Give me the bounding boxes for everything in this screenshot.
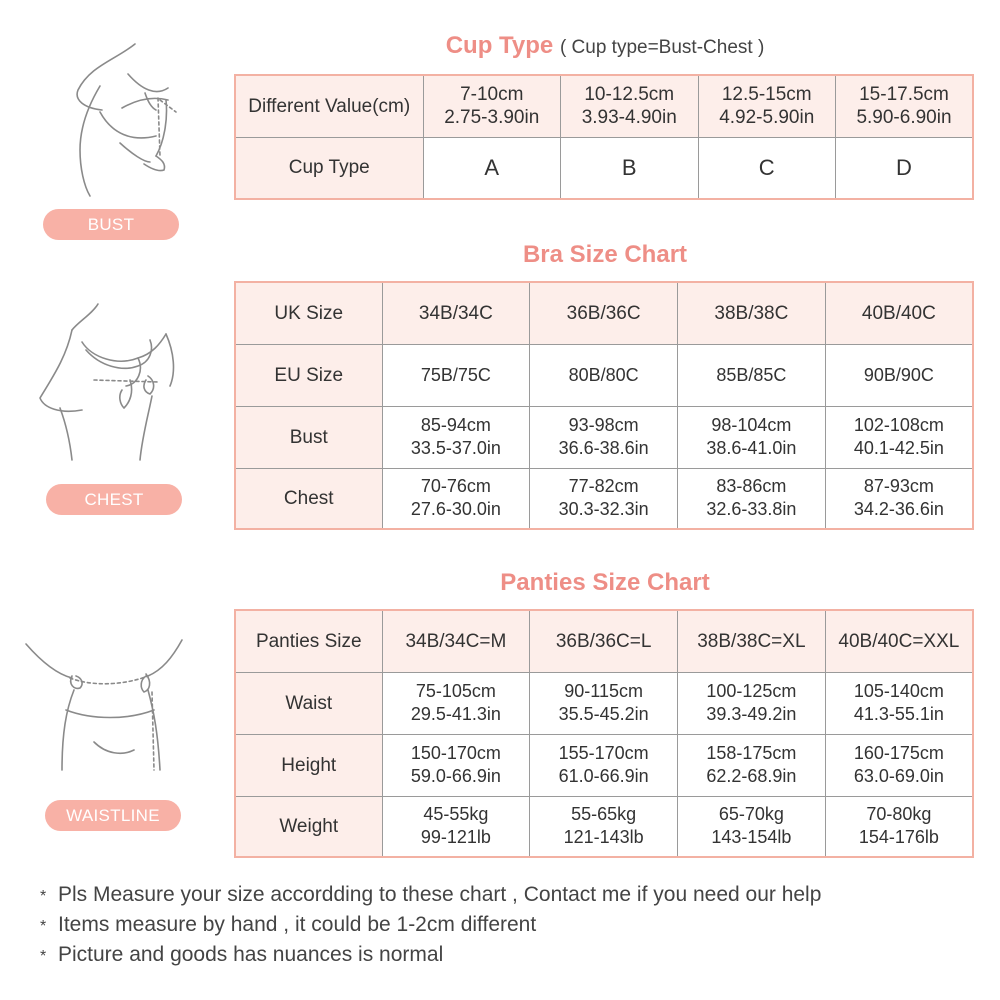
cell-text: 85-94cm [420,415,491,435]
row-label: Panties Size [235,610,382,672]
table-cell [825,344,973,406]
cell-text: 41.3-55.1in [853,704,944,724]
row-label: Different Value(cm) [235,75,423,137]
table-cell [678,672,826,734]
table-cell [825,672,973,734]
cell-text: 65-70kg [718,804,784,825]
asterisk-icon: * [40,918,47,935]
waistline-badge: WAISTLINE [45,800,181,831]
row-label: EU Size [235,344,382,406]
cell-text: 121-143lb [563,827,644,848]
cell-text: 39.3-49.2in [706,704,797,724]
cell-text: 38B/38C [714,302,789,324]
cell-text: 158-175cm [706,743,797,763]
cell-text: 61.0-66.9in [558,766,649,786]
cell-text: 90B/90C [863,364,934,385]
cell-text: 27.6-30.0in [410,499,501,520]
cell-text: 100-125cm [706,681,797,701]
table-cell [825,610,973,672]
table-cell [530,468,678,529]
cell-text: 154-176lb [858,827,939,848]
cell-text: 36B/36C [566,302,641,324]
table-cell [678,734,826,796]
row-label: Weight [235,796,382,857]
table-cell [382,406,530,468]
note-text: Items measure by hand , it could be 1-2cm different [58,913,537,936]
cell-text: 29.5-41.3in [410,704,501,724]
cell-text: 34.2-36.6in [853,499,944,520]
cell-text: 70-80kg [866,804,932,825]
cell-text: 105-140cm [853,681,944,701]
cell-text: B [621,155,637,181]
row-label: Bust [235,406,382,468]
cell-text: 87-93cm [863,476,934,497]
table-cell [530,344,678,406]
table-row [235,610,973,672]
cell-text: 12.5-15cm [721,84,812,106]
cell-text: 33.5-37.0in [410,438,501,458]
table-cell [678,610,826,672]
cell-text: 63.0-69.0in [853,766,944,786]
row-label: UK Size [235,282,382,344]
cell-text: 4.92-5.90in [719,107,815,129]
cell-text: 90-115cm [564,681,643,701]
cup-type-subtitle: ( Cup type=Bust-Chest ) [559,37,765,58]
cell-text: 83-86cm [716,476,787,497]
cell-text: 143-154lb [711,827,792,848]
asterisk-icon: * [40,948,47,965]
cell-text: 77-82cm [568,476,639,497]
table-cell [530,406,678,468]
table-cell [423,75,561,137]
chest-badge: CHEST [46,484,182,515]
table-cell [678,468,826,529]
note-item [40,880,990,910]
table-cell [836,75,974,137]
bra-size-chart-title: Bra Size Chart [522,241,688,268]
table-row [235,344,973,406]
table-cell [382,468,530,529]
waist-measure-figure-icon [22,630,187,775]
note-text: Picture and goods has nuances is normal [58,943,444,966]
table-cell [698,137,836,199]
panties-size-chart-title: Panties Size Chart [500,569,710,596]
cell-text: 155-170cm [558,743,649,763]
cell-text: 38.6-41.0in [706,438,797,458]
cup-type-title-text: Cup Type [445,32,554,59]
cell-text: 75B/75C [420,364,491,385]
cup-type-table [234,74,974,200]
table-cell [561,137,699,199]
table-cell [423,137,561,199]
note-item [40,910,990,940]
table-cell [382,610,530,672]
cell-text: 40B/40C [861,302,936,324]
asterisk-icon: * [40,888,47,905]
table-cell [678,796,826,857]
table-cell [530,734,678,796]
cell-text: 36B/36C=L [555,630,652,652]
cell-text: 7-10cm [460,84,524,106]
table-cell [825,282,973,344]
cell-text: 15-17.5cm [859,84,949,106]
table-cell [530,672,678,734]
table-row [235,137,973,199]
table-cell [530,796,678,857]
cell-text: 98-104cm [711,415,792,435]
cell-text: 75-105cm [415,681,496,701]
row-label: Height [235,734,382,796]
table-cell [382,796,530,857]
cell-text: 150-170cm [410,743,501,763]
bra-size-table [234,281,974,530]
table-row [235,406,973,468]
cell-text: 93-98cm [568,415,639,435]
row-label: Waist [235,672,382,734]
note-text: Pls Measure your size accordding to these chart , Contact me if you need our help [58,883,822,906]
chest-measure-figure-icon [30,300,190,465]
table-cell [678,282,826,344]
table-row [235,75,973,137]
cell-text: 40B/40C=XXL [838,630,960,652]
cell-text: 32.6-33.8in [706,499,797,520]
cell-text: 38B/38C=XL [697,630,806,652]
table-cell [382,282,530,344]
notes-list [40,880,990,970]
table-cell [561,75,699,137]
cell-text: 62.2-68.9in [706,766,797,786]
cell-text: 36.6-38.6in [558,438,649,458]
table-cell [836,137,974,199]
cell-text: 30.3-32.3in [558,499,649,520]
cell-text: 80B/80C [568,364,639,385]
table-cell [382,344,530,406]
table-cell [678,344,826,406]
table-cell [825,406,973,468]
cell-text: 45-55kg [423,804,489,825]
note-item [40,940,990,970]
cell-text: 34B/34C [418,302,493,324]
table-cell [825,734,973,796]
row-label: Chest [235,468,382,529]
cup-type-title [235,30,975,62]
cell-text: 85B/85C [716,364,787,385]
table-row [235,734,973,796]
cell-text: 99-121lb [420,827,491,848]
cell-text: 40.1-42.5in [853,438,944,458]
table-row [235,282,973,344]
cell-text: 3.93-4.90in [581,107,677,129]
table-cell [825,796,973,857]
panties-size-table [234,609,974,858]
cell-text: 55-65kg [571,804,637,825]
cell-text: C [758,155,775,181]
cell-text: 59.0-66.9in [410,766,501,786]
cell-text: 102-108cm [853,415,944,435]
cell-text: 5.90-6.90in [856,107,952,129]
table-row [235,468,973,529]
bust-measure-figure-icon [40,38,190,198]
row-label: Cup Type [235,137,423,199]
cell-text: 2.75-3.90in [444,107,540,129]
cell-text: 70-76cm [420,476,491,497]
cell-text: D [896,155,912,181]
cell-text: 34B/34C=M [405,630,507,652]
cell-text: A [484,155,500,181]
table-cell [382,672,530,734]
table-cell [530,282,678,344]
table-cell [698,75,836,137]
bust-badge: BUST [43,209,179,240]
cell-text: 10-12.5cm [584,84,675,106]
table-row [235,672,973,734]
table-cell [382,734,530,796]
table-row [235,796,973,857]
table-cell [825,468,973,529]
table-cell [678,406,826,468]
table-cell [530,610,678,672]
cell-text: 160-175cm [853,743,944,763]
cell-text: 35.5-45.2in [558,704,649,724]
